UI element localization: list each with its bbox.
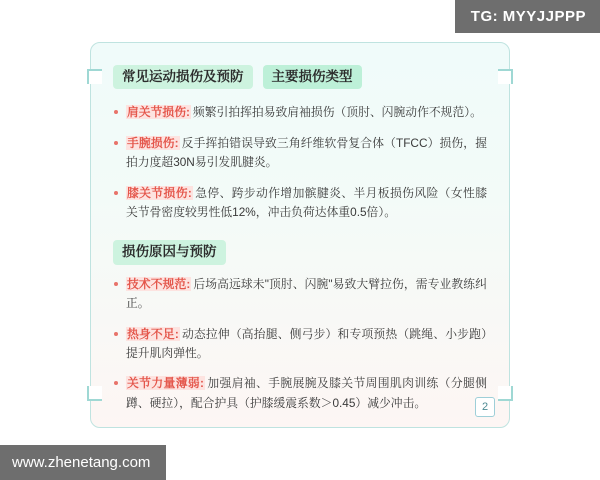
section-title-primary: 常见运动损伤及预防 (113, 65, 253, 89)
list-item-term: 手腕损伤: (127, 135, 179, 150)
corner-decoration-top-right (498, 69, 513, 84)
corner-decoration-top-left (87, 69, 102, 84)
list-item-term: 关节力量薄弱: (127, 376, 204, 391)
telegram-watermark: TG: MYYJJPPP (455, 0, 600, 33)
list-item (113, 275, 487, 314)
prevention-list (113, 275, 487, 414)
injury-type-list (113, 103, 487, 222)
list-item-text: 加强肩袖、手腕展腕及膝关节周围肌肉训练（分腿侧蹲、硬拉），配合护具（护膝缓震系数＞0.45）减少冲击。 (126, 376, 487, 410)
list-item-term: 热身不足: (127, 326, 179, 341)
section-title-causes: 损伤原因与预防 (113, 240, 226, 264)
list-item-term: 技术不规范: (127, 276, 191, 291)
corner-decoration-bottom-right (498, 386, 513, 401)
site-watermark: www.zhenetang.com (0, 445, 166, 480)
list-item-text: 频繁引拍挥拍易致肩袖损伤（顶肘、闪腕动作不规范）。 (192, 105, 482, 120)
list-item (113, 325, 487, 364)
list-item-text: 急停、跨步动作增加髌腱炎、半月板损伤风险（女性膝关节骨密度较男性低12%，冲击负荷达体重0.5倍）。 (126, 185, 487, 219)
corner-decoration-bottom-left (87, 386, 102, 401)
list-item (113, 184, 487, 223)
section-heading-row-1 (113, 65, 487, 89)
list-item-text: 动态拉伸（高抬腿、侧弓步）和专项预热（跳绳、小步跑）提升肌肉弹性。 (126, 326, 487, 360)
section-heading-row-2 (113, 240, 487, 264)
content-card (90, 42, 510, 428)
section-title-secondary: 主要损伤类型 (263, 65, 362, 89)
list-item-term: 膝关节损伤: (127, 185, 192, 200)
list-item (113, 374, 487, 413)
page-number-badge: 2 (475, 397, 495, 417)
list-item (113, 134, 487, 173)
list-item-text: 后场高远球未"顶肘、闪腕"易致大臂拉伤，需专业教练纠正。 (126, 276, 487, 311)
list-item-term: 肩关节损伤: (127, 105, 190, 120)
list-item (113, 103, 487, 122)
list-item-text: 反手挥拍错误导致三角纤维软骨复合体（TFCC）损伤，握拍力度超30N易引发肌腱炎。 (126, 135, 487, 170)
